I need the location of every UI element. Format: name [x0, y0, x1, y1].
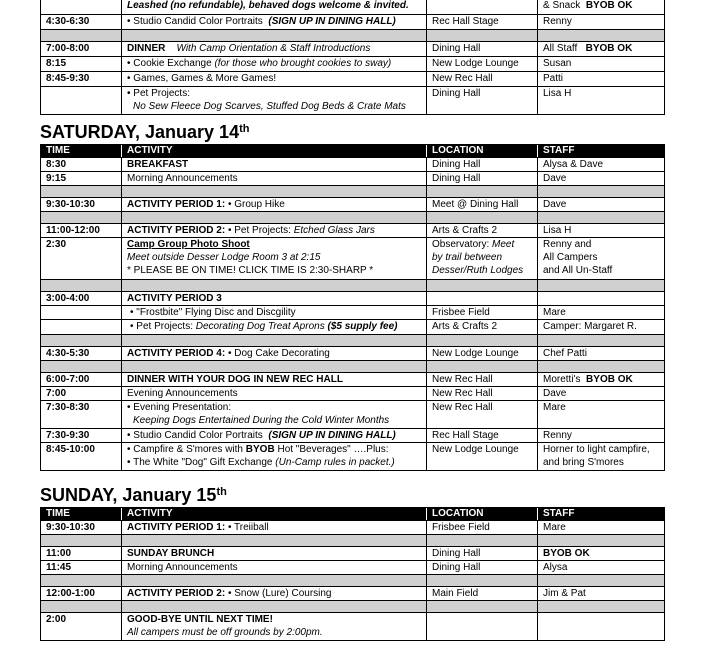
table-row: 2:30 Camp Group Photo Shoot Meet outside Desser Lodge Room 3 at 2:15 * PLEASE BE ON TIME! CLICK TIME IS 2:30-SHARP * Observatory: Meet by trail between Desser/Ruth Lodges Renny and All Campers and All Un-Staff: [41, 238, 664, 280]
table-row: [41, 0, 664, 15]
table-row: 7:30-9:30 • Studio Candid Color Portraits (SIGN UP IN DINING HALL) Rec Hall Stage Renny: [41, 429, 664, 443]
table-row: 7:00-8:00 DINNER With Camp Orientation & Staff Introductions Dining Hall All Staff BYOB OK: [41, 42, 664, 57]
table-row: 11:00-12:00 ACTIVITY PERIOD 2: • Pet Projects: Etched Glass Jars Arts & Crafts 2 Lisa H: [41, 224, 664, 238]
table-row: 11:00 SUNDAY BRUNCH Dining Hall BYOB OK: [41, 547, 664, 561]
table-row: 11:45 Morning Announcements Dining Hall Alysa: [41, 561, 664, 575]
table-row: 8:30 BREAKFAST Dining Hall Alysa & Dave: [41, 158, 664, 172]
friday-schedule-table: [40, 0, 665, 115]
table-row: 12:00-1:00 ACTIVITY PERIOD 2: • Snow (Lure) Coursing Main Field Jim & Pat: [41, 587, 664, 601]
table-row: 9:15 Morning Announcements Dining Hall Dave: [41, 172, 664, 186]
table-row: 2:00 GOOD-BYE UNTIL NEXT TIME! All campers must be off grounds by 2:00pm.: [41, 613, 664, 641]
activity-cell: Leashed (no refundable), behaved dogs welcome & invited.: [121, 0, 426, 14]
row-separator: [41, 280, 664, 292]
row-separator: [41, 186, 664, 198]
saturday-schedule-table: [40, 144, 665, 471]
table-row: 7:00 Evening Announcements New Rec Hall Dave: [41, 387, 664, 401]
table-row: • Pet Projects: Decorating Dog Treat Aprons ($5 supply fee) Arts & Crafts 2 Camper: Margaret R.: [41, 320, 664, 335]
row-separator: [41, 575, 664, 587]
sunday-schedule-table: [40, 507, 665, 641]
table-row: 3:00-4:00 ACTIVITY PERIOD 3: [41, 292, 664, 306]
row-separator: [41, 212, 664, 224]
saturday-heading: SATURDAY, January 14th: [40, 122, 250, 142]
table-row: 8:45-10:00 • Campfire & S'mores with BYOB Hot "Beverages" ….Plus: • The White "Dog" Gift Exchange (Un-Camp rules in packet.) New Lodge Lounge Horner to light campfire, and bring S'mores: [41, 443, 664, 471]
table-row: 9:30-10:30 ACTIVITY PERIOD 1: • Treiiball Frisbee Field Mare: [41, 521, 664, 535]
table-header: TIME ACTIVITY LOCATION STAFF: [41, 145, 664, 158]
table-row: 7:30-8:30 • Evening Presentation: Keeping Dogs Entertained During the Cold Winter Months New Rec Hall Mare: [41, 401, 664, 429]
table-row: 9:30-10:30 ACTIVITY PERIOD 1: • Group Hike Meet @ Dining Hall Dave: [41, 198, 664, 212]
row-separator: [41, 361, 664, 373]
table-row: 8:15 • Cookie Exchange (for those who brought cookies to sway) New Lodge Lounge Susan: [41, 57, 664, 72]
row-separator: [41, 535, 664, 547]
table-row: • "Frostbite" Flying Disc and Discgility Frisbee Field Mare: [41, 306, 664, 320]
table-row: • Pet Projects: No Sew Fleece Dog Scarves, Stuffed Dog Beds & Crate Mats Dining Hall Lisa H: [41, 87, 664, 115]
row-separator: [41, 30, 664, 42]
table-header: TIME ACTIVITY LOCATION STAFF: [41, 508, 664, 521]
staff-cell: & Snack BYOB OK: [537, 0, 664, 14]
table-row: 6:00-7:00 DINNER WITH YOUR DOG IN NEW REC HALL New Rec Hall Moretti's BYOB OK: [41, 373, 664, 387]
table-row: 8:45-9:30 • Games, Games & More Games! New Rec Hall Patti: [41, 72, 664, 87]
row-separator: [41, 601, 664, 613]
table-row: 4:30-5:30 ACTIVITY PERIOD 4: • Dog Cake Decorating New Lodge Lounge Chef Patti: [41, 347, 664, 361]
row-separator: [41, 335, 664, 347]
sunday-heading: SUNDAY, January 15th: [40, 485, 227, 505]
table-row: 4:30-6:30 • Studio Candid Color Portraits (SIGN UP IN DINING HALL) Rec Hall Stage Renny: [41, 15, 664, 30]
